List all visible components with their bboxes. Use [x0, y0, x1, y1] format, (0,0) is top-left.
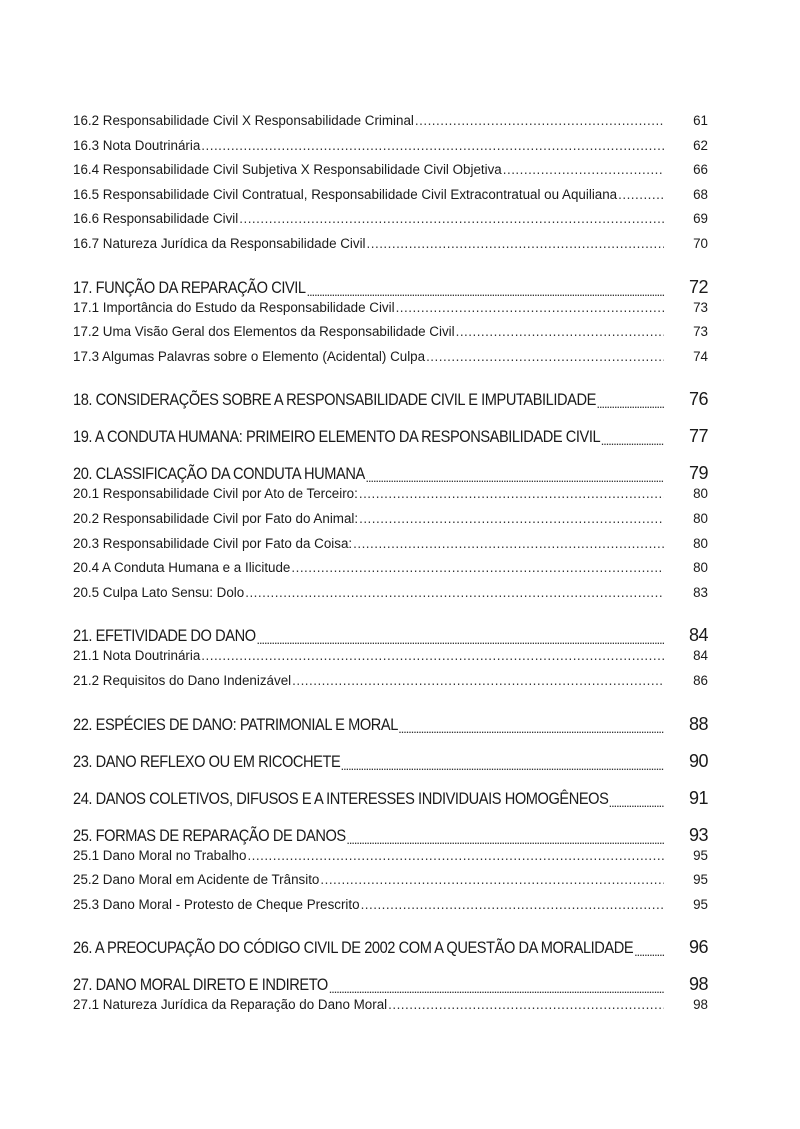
toc-section[interactable]	[73, 113, 708, 138]
toc-entry-title: 26. A PREOCUPAÇÃO DO CÓDIGO CIVIL DE 2002 COM A QUESTÃO DA MORALIDADE	[73, 938, 634, 958]
toc-leader-dots	[307, 288, 664, 298]
toc-section[interactable]	[73, 138, 708, 163]
toc-chapter[interactable]	[73, 382, 708, 410]
toc-leader-dots	[367, 236, 664, 251]
toc-section[interactable]	[73, 324, 708, 349]
toc-entry-page: 62	[693, 137, 708, 153]
toc-entry-title: 22. ESPÉCIES DE DANO: PATRIMONIAL E MORAL	[73, 714, 398, 734]
toc-section[interactable]	[73, 211, 708, 236]
toc-leader-dots	[601, 437, 664, 447]
toc-entry-title: 17.3 Algumas Palavras sobre o Elemento (Acidental) Culpa	[73, 348, 426, 364]
toc-entry-title: 25.2 Dano Moral em Acidente de Trânsito	[73, 872, 320, 888]
toc-section[interactable]	[73, 162, 708, 187]
toc-entry-page: 68	[693, 186, 708, 202]
toc-entry-page: 79	[688, 463, 708, 484]
toc-chapter[interactable]	[73, 270, 708, 298]
toc-leader-dots	[399, 725, 664, 735]
toc-section[interactable]	[73, 897, 708, 922]
toc-entry-title: 20.4 A Conduta Humana e a Ilicitude	[73, 560, 291, 576]
toc-leader-dots	[341, 762, 664, 772]
toc-leader-dots	[456, 324, 664, 339]
toc-chapter[interactable]	[73, 618, 708, 646]
toc-leader-dots	[426, 349, 664, 364]
toc-leader-dots	[366, 474, 664, 484]
toc-entry-page: 66	[693, 162, 708, 178]
toc-entry-title: 18. CONSIDERAÇÕES SOBRE A RESPONSABILIDADE CIVIL E IMPUTABILIDADE	[73, 390, 596, 410]
toc-section[interactable]	[73, 585, 708, 610]
toc-entry-page: 72	[688, 276, 708, 297]
toc-entry-page: 84	[688, 625, 708, 646]
toc-chapter[interactable]	[73, 781, 708, 809]
toc-entry-title: 16.2 Responsabilidade Civil X Responsabilidade Criminal	[73, 113, 414, 128]
toc-entry-page: 83	[693, 584, 708, 600]
toc-entry-title: 21. EFETIVIDADE DO DANO	[73, 626, 256, 646]
toc-entry-title: 16.4 Responsabilidade Civil Subjetiva X Responsabilidade Civil Objetiva	[73, 162, 502, 178]
toc-section[interactable]	[73, 349, 708, 374]
toc-entry-title: 25.3 Dano Moral - Protesto de Cheque Prescrito	[73, 896, 360, 912]
toc-entry-page: 61	[693, 113, 708, 128]
toc-section[interactable]	[73, 648, 708, 673]
toc-entry-page: 84	[693, 648, 708, 664]
toc-chapter[interactable]	[73, 456, 708, 484]
toc-entry-page: 80	[693, 510, 708, 526]
toc-entry-title: 20. CLASSIFICAÇÃO DA CONDUTA HUMANA	[73, 464, 365, 484]
toc-entry-title: 17.2 Uma Visão Geral dos Elementos da Responsabilidade Civil	[73, 324, 455, 340]
toc-entry-page: 80	[693, 486, 708, 502]
toc-entry-page: 69	[693, 211, 708, 227]
toc-chapter[interactable]	[73, 707, 708, 735]
toc-leader-dots	[291, 560, 664, 575]
toc-entry-title: 23. DANO REFLEXO OU EM RICOCHETE	[73, 751, 341, 771]
toc-entry-title: 16.3 Nota Doutrinária	[73, 137, 201, 153]
toc-section[interactable]	[73, 673, 708, 698]
toc-section[interactable]	[73, 872, 708, 897]
toc-entry-page: 91	[688, 787, 708, 808]
toc-section[interactable]	[73, 997, 708, 1022]
toc-section[interactable]	[73, 536, 708, 561]
toc-entry-title: 21.1 Nota Doutrinária	[73, 648, 201, 664]
toc-entry-page: 73	[693, 299, 708, 315]
toc-entry-title: 27. DANO MORAL DIRETO E INDIRETO	[73, 975, 328, 995]
toc-entry-page: 95	[693, 896, 708, 912]
toc-entry-title: 25.1 Dano Moral no Trabalho	[73, 847, 247, 863]
toc-entry-page: 98	[688, 974, 708, 995]
toc-leader-dots	[292, 673, 664, 688]
toc-entry-page: 88	[688, 713, 708, 734]
toc-leader-dots	[635, 948, 664, 958]
toc-entry-page: 98	[693, 997, 708, 1013]
toc-entry-page: 95	[693, 872, 708, 888]
toc-entry-title: 16.6 Responsabilidade Civil	[73, 211, 239, 227]
toc-chapter[interactable]	[73, 419, 708, 447]
toc-leader-dots	[388, 997, 664, 1012]
toc-entry-page: 74	[693, 348, 708, 364]
toc-leader-dots	[201, 138, 664, 153]
toc-entry-title: 20.2 Responsabilidade Civil por Fato do Animal:	[73, 510, 359, 526]
toc-entry-title: 16.5 Responsabilidade Civil Contratual, Responsabilidade Civil Extracontratual ou Aquiliana	[73, 186, 618, 202]
toc-section[interactable]	[73, 848, 708, 873]
toc-leader-dots	[201, 648, 664, 663]
toc-entry-page: 86	[693, 672, 708, 688]
toc-entry-title: 20.1 Responsabilidade Civil por Ato de Terceiro:	[73, 486, 358, 502]
toc-entry-page: 70	[693, 235, 708, 251]
toc-entry-page: 93	[688, 824, 708, 845]
toc-leader-dots	[329, 985, 664, 995]
toc-leader-dots	[247, 848, 664, 863]
toc-chapter[interactable]	[73, 967, 708, 995]
toc-leader-dots	[347, 836, 664, 846]
toc-entry-title: 21.2 Requisitos do Dano Indenizável	[73, 672, 292, 688]
toc-leader-dots	[239, 211, 664, 226]
toc-entry-title: 24. DANOS COLETIVOS, DIFUSOS E A INTERESSES INDIVIDUAIS HOMOGÊNEOS	[73, 788, 609, 808]
toc-leader-dots	[257, 636, 664, 646]
toc-leader-dots	[597, 400, 664, 410]
toc-entry-page: 80	[693, 535, 708, 551]
toc-entry-title: 17. FUNÇÃO DA REPARAÇÃO CIVIL	[73, 277, 306, 297]
toc-entry-title: 19. A CONDUTA HUMANA: PRIMEIRO ELEMENTO DA RESPONSABILIDADE CIVIL	[73, 427, 601, 447]
toc-section[interactable]	[73, 236, 708, 261]
toc-chapter[interactable]	[73, 930, 708, 958]
toc-leader-dots	[359, 511, 664, 526]
toc-entry-title: 20.5 Culpa Lato Sensu: Dolo	[73, 584, 245, 600]
toc-entry-title: 17.1 Importância do Estudo da Responsabilidade Civil	[73, 299, 395, 315]
toc-leader-dots	[396, 300, 664, 315]
toc-leader-dots	[618, 187, 664, 202]
toc-entry-title: 16.7 Natureza Jurídica da Responsabilidade Civil	[73, 235, 366, 251]
toc-leader-dots	[359, 486, 664, 501]
toc-leader-dots	[320, 872, 664, 887]
table-of-contents	[73, 113, 708, 1022]
toc-entry-page: 90	[688, 750, 708, 771]
toc-leader-dots	[353, 536, 664, 551]
toc-section[interactable]	[73, 560, 708, 585]
toc-entry-title: 27.1 Natureza Jurídica da Reparação do Dano Moral	[73, 997, 388, 1013]
toc-section[interactable]	[73, 187, 708, 212]
toc-entry-page: 95	[693, 847, 708, 863]
toc-chapter[interactable]	[73, 744, 708, 772]
toc-section[interactable]	[73, 486, 708, 511]
toc-leader-dots	[245, 585, 664, 600]
toc-section[interactable]	[73, 300, 708, 325]
toc-section[interactable]	[73, 511, 708, 536]
toc-leader-dots	[609, 799, 664, 809]
toc-leader-dots	[361, 897, 664, 912]
toc-chapter[interactable]	[73, 818, 708, 846]
toc-leader-dots	[503, 162, 664, 177]
toc-entry-page: 96	[688, 937, 708, 958]
toc-entry-title: 25. FORMAS DE REPARAÇÃO DE DANOS	[73, 825, 346, 845]
toc-entry-title: 20.3 Responsabilidade Civil por Fato da Coisa:	[73, 535, 353, 551]
toc-leader-dots	[415, 113, 664, 128]
toc-entry-page: 73	[693, 324, 708, 340]
toc-entry-page: 77	[688, 426, 708, 447]
toc-entry-page: 80	[693, 560, 708, 576]
toc-entry-page: 76	[688, 389, 708, 410]
